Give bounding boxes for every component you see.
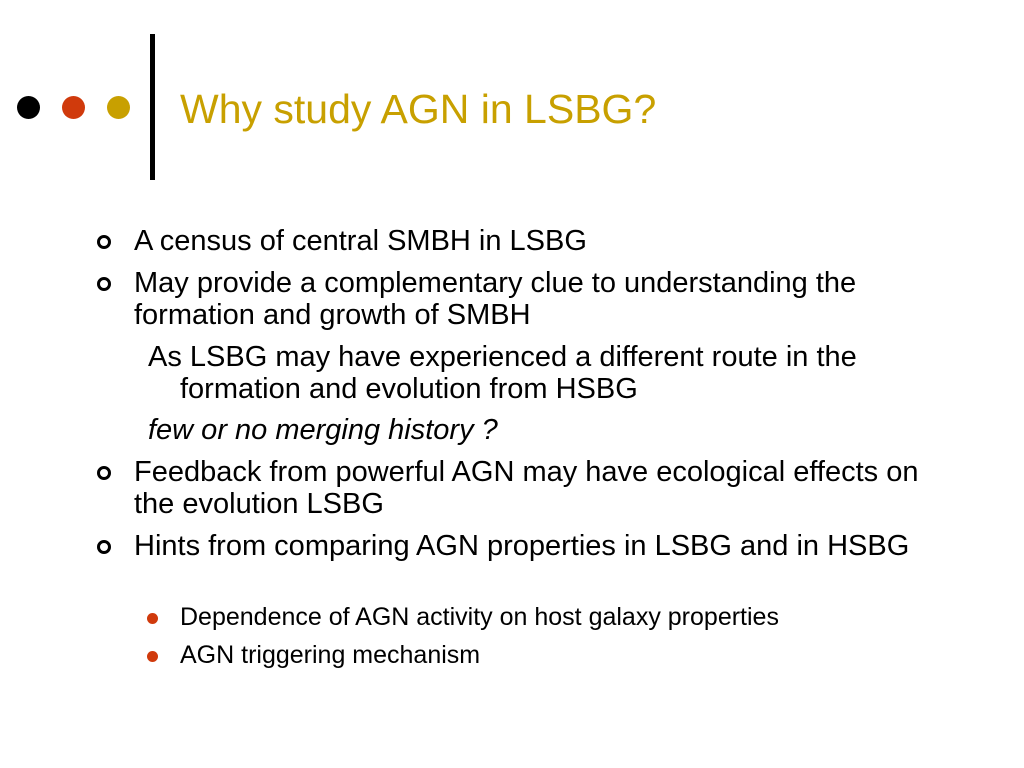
- paragraph-text: As LSBG may have experienced a different route in the formation and evolution from HSBG: [148, 341, 857, 405]
- continuation-paragraph: [0, 341, 960, 405]
- bullet-text: A census of central SMBH in LSBG: [134, 225, 587, 257]
- dot-bullet-icon: [147, 651, 158, 662]
- bullet-text: Feedback from powerful AGN may have ecological effects on the evolution LSBG: [134, 456, 919, 520]
- continuation-paragraph-italic: [0, 414, 928, 446]
- ring-bullet-icon: [97, 235, 111, 249]
- title-divider: [150, 34, 155, 180]
- sub-bullet-text: AGN triggering mechanism: [180, 641, 481, 669]
- ring-bullet-icon: [97, 277, 111, 291]
- ring-bullet-icon: [97, 466, 111, 480]
- dot-bullet-icon: [147, 613, 158, 624]
- sub-bullet-item: [0, 640, 980, 670]
- paragraph-text: few or no merging history ?: [148, 414, 498, 446]
- decorative-dot-red: [62, 96, 85, 119]
- bullet-text: May provide a complementary clue to understanding the formation and growth of SMBH: [134, 267, 857, 331]
- bullet-item: [0, 267, 954, 331]
- decorative-dot-gold: [107, 96, 130, 119]
- sub-bullet-item: [0, 602, 980, 632]
- sub-bullet-text: Dependence of AGN activity on host galaxy properties: [180, 603, 779, 631]
- bullet-item: [0, 456, 954, 520]
- bullet-text: Hints from comparing AGN properties in LSBG and in HSBG: [134, 530, 910, 562]
- slide-title: Why study AGN in LSBG?: [180, 86, 657, 132]
- ring-bullet-icon: [97, 540, 111, 554]
- bullet-item: [0, 530, 954, 562]
- bullet-item: [0, 225, 954, 257]
- decorative-dot-black: [17, 96, 40, 119]
